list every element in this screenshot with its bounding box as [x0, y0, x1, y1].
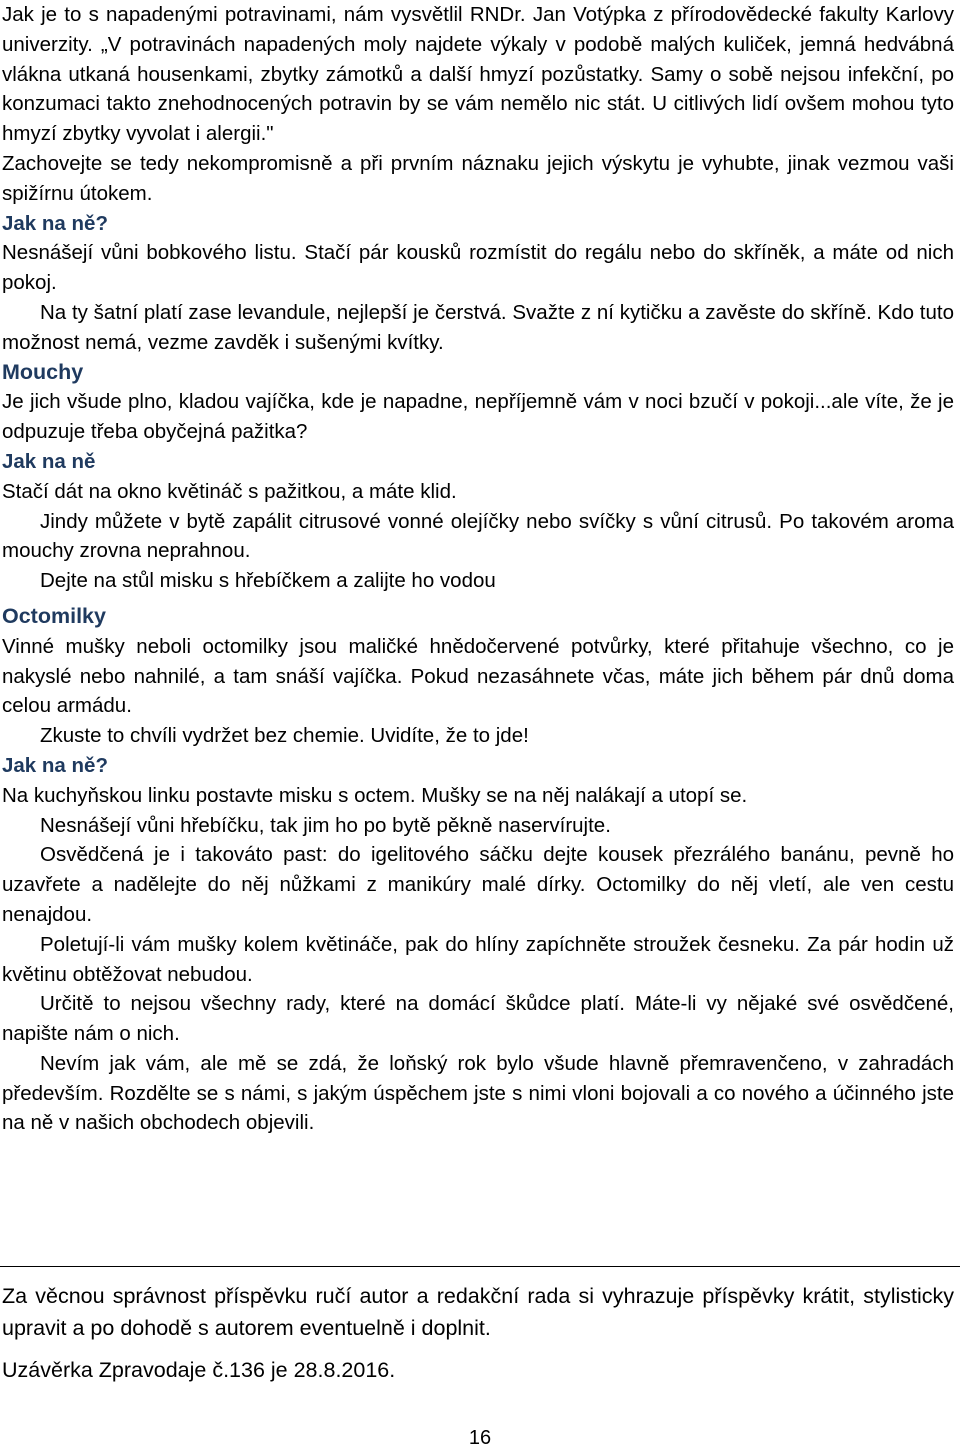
flies-tip-cloves: Dejte na stůl misku s hřebíčkem a zalijte ho vodou	[40, 569, 496, 593]
closing-paragraph: Určitě to nejsou všechny rady, které na domácí škůdce platí. Máte-li vy nějaké své osvědčené, napište nám o nich.	[2, 992, 954, 1046]
page-number: 16	[468, 1427, 492, 1449]
flies-howto-heading: Jak na ně	[2, 449, 96, 473]
footer	[2, 1280, 954, 1386]
intro-paragraph: Jak je to s napadenými potravinami, nám vysvětlil RNDr. Jan Votýpka z přírodovědecké fakulty Karlovy univerzity. „V potravinách napadených moly najdete výkaly v podobě malých kuliček, jemná hedvábná vlákna utkaná housenkami, zbytky zámotků a další hmyzí pozůstatky. Samy o sobě nejsou infekční, po konzumaci takto znehodnocených potravin by se vám nemělo nic stát. U citlivých lidí ovšem mohou tyto hmyzí zbytky vyvolat i alergii."	[2, 3, 954, 146]
fruitflies-heading: Octomilky	[2, 603, 106, 628]
flies-tip-citrus: Jindy můžete v bytě zapálit citrusové vonné olejíčky nebo svíčky s vůní citrusů. Po takovém aroma mouchy zrovna neprahnou.	[2, 509, 954, 563]
article-body	[2, 0, 954, 1138]
fruitflies-howto-heading: Jak na ně?	[2, 753, 108, 777]
fruitflies-tip-garlic: Poletují-li vám mušky kolem květináče, pak do hlíny zapíchněte stroužek česneku. Za pár hodin už květinu obtěžovat nebudou.	[2, 932, 954, 986]
footer-deadline: Uzávěrka Zpravodaje č.136 je 28.8.2016.	[2, 1358, 396, 1382]
moths-tip-lavender: Na ty šatní platí zase levandule, nejlepší je čerstvá. Svažte z ní kytičku a zavěste do skříně. Kdo tuto možnost nemá, vezme zavděk i sušenými kvítky.	[2, 300, 954, 354]
closing-ants-paragraph: Nevím jak vám, ale mě se zdá, že loňský rok bylo všude hlavně přemravenčeno, v zahradách především. Rozdělte se s námi, s jakým úspěchem jste s nimi vloni bojovali a co nového a účinného jste na ně v našich obchodech objevili.	[2, 1051, 954, 1135]
fruitflies-tip-vinegar: Na kuchyňskou linku postavte misku s octem. Mušky se na něj nalákají a utopí se.	[2, 783, 748, 807]
footer-divider	[0, 1266, 960, 1267]
moths-tip-bay-leaf: Nesnášejí vůni bobkového listu. Stačí pár kousků rozmístit do regálu nebo do skříněk, a máte od nich pokoj.	[2, 241, 954, 295]
intro-warning-paragraph: Zachovejte se tedy nekompromisně a při prvním náznaku jejich výskytu je vyhubte, jinak vezmou vaši spižírnu útokem.	[2, 151, 954, 205]
footer-disclaimer: Za věcnou správnost příspěvku ručí autor a redakční rada si vyhrazuje příspěvky krátit, stylisticky upravit a po dohodě s autorem eventuelně i doplnit.	[2, 1284, 954, 1340]
flies-heading: Mouchy	[2, 359, 84, 384]
flies-tip-chives: Stačí dát na okno květináč s pažitkou, a máte klid.	[2, 479, 457, 503]
flies-intro-paragraph: Je jich všude plno, kladou vajíčka, kde je napadne, nepříjemně vám v noci bzučí v pokoji...ale víte, že je odpuzuje třeba obyčejná pažitka?	[2, 390, 954, 444]
moths-howto-heading: Jak na ně?	[2, 211, 108, 235]
fruitflies-tip-trap: Osvědčená je i takováto past: do igelitového sáčku dejte kousek přezrálého banánu, pevně ho uzavřete a nadělejte do něj nůžkami z manikúry malé dírky. Octomilky do něj vletí, ale ven cestu nenajdou.	[2, 843, 954, 926]
fruitflies-intro-second: Zkuste to chvíli vydržet bez chemie. Uvidíte, že to jde!	[40, 724, 529, 748]
fruitflies-intro-paragraph: Vinné mušky neboli octomilky jsou maličké hnědočervené potvůrky, které přitahuje všechno, co je nakyslé nebo nahnilé, a tam snáší vajíčka. Pokud nezasáhnete včas, máte jich během pár dnů doma celou armádu.	[2, 634, 954, 718]
fruitflies-tip-cloves: Nesnášejí vůni hřebíčku, tak jim ho po bytě pěkně naservírujte.	[40, 813, 611, 837]
